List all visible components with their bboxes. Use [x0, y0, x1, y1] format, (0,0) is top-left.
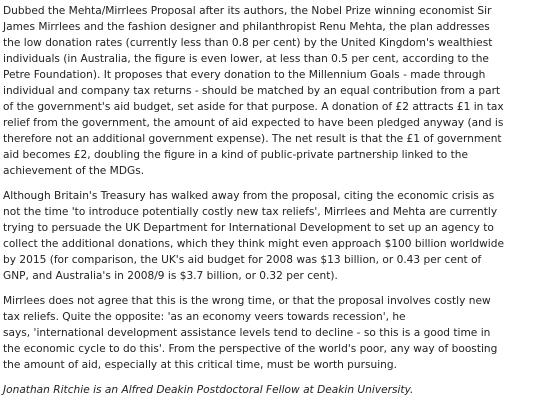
paragraph-mehta-mirrlees-proposal: Dubbed the Mehta/Mirrlees Proposal after its authors, the Nobel Prize winning economist Sir James Mirrlees and the fashion designer and philanthropist Renu Mehta, the plan addresses the low donation rates (currently less than 0.8 per cent) by the United Kingdom's wealthiest individuals (in Australia, the figure is even lower, at less than 0.5 per cent, according to the Petre Foundation). It proposes that every donation to the Millennium Goals - made through individual and company tax returns - should be matched by an equal contribution from a part of the government's aid budget, set aside for that purpose. A donation of £2 attracts £1 in tax relief from the government, the amount of aid expected to have been pledged anyway (and is therefore not an additional government expense). The net result is that the £1 of government aid becomes £2, doubling the figure in a kind of public-private partnership linked to the achievement of the MDGs.: [3, 5, 504, 177]
paragraph-treasury-response: Although Britain's Treasury has walked away from the proposal, citing the economic crisis as not the time 'to introduce potentially costly new tax reliefs', Mirrlees and Mehta are currently trying to persuade the UK Department for International Development to set up an agency to collect the additional donations, which they think might even approach $100 billion worldwide by 2015 (for comparison, the UK's aid budget for 2008 was $13 billion, or 0.43 per cent of GNP, and Australia's in 2008/9 is $3.7 billion, or 0.32 per cent).: [3, 190, 504, 282]
paragraph-mirrlees-view: Mirrlees does not agree that this is the wrong time, or that the proposal involves costly new tax reliefs. Quite the opposite: 'as an economy veers towards recession', he says, 'international development assistance levels tend to decline - so this is a good time in the economic cycle to do this'. From the perspective of the world's poor, any way of boosting the amount of aid, especially at this critical time, must be worth pursuing.: [3, 295, 498, 371]
page-margin: [536, 0, 550, 415]
author-byline: Jonathan Ritchie is an Alfred Deakin Postdoctoral Fellow at Deakin University.: [3, 384, 414, 396]
